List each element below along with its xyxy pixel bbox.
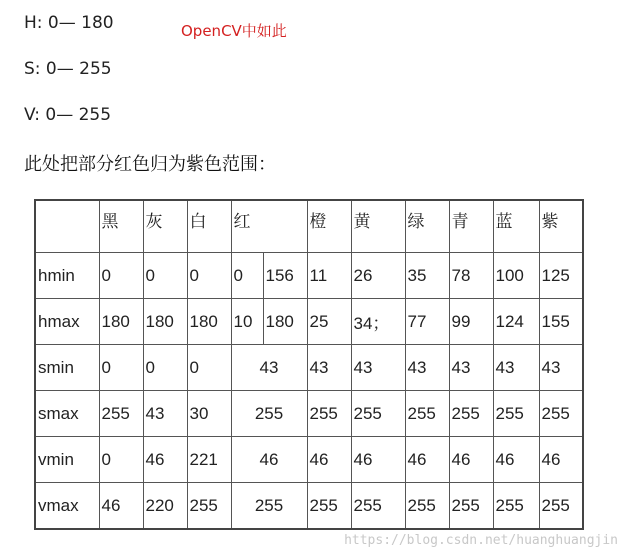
table-cell: 43 [231,345,307,391]
table-cell: 0 [187,345,231,391]
hsv-color-table [34,199,584,530]
table-cell: 43 [493,345,539,391]
table-cell: 155 [539,299,583,345]
table-cell: 180 [143,299,187,345]
table-cell: 255 [231,391,307,437]
table-cell: 43 [307,345,351,391]
table-cell: 46 [231,437,307,483]
table-cell: 255 [307,391,351,437]
watermark-url: https://blog.csdn.net/huanghuangjin [344,533,618,548]
table-row [35,483,583,530]
table-cell: 255 [307,483,351,530]
table-cell: 255 [493,483,539,530]
table-cell: 46 [351,437,405,483]
table-row [35,253,583,299]
table-row [35,345,583,391]
table-cell: 78 [449,253,493,299]
table-cell: 77 [405,299,449,345]
table-cell: 255 [539,391,583,437]
color-header-purple: 紫 [539,200,583,253]
row-label: smin [35,345,99,391]
table-cell: 255 [493,391,539,437]
table-cell: 255 [351,391,405,437]
table-cell: 35 [405,253,449,299]
table-cell: 255 [405,483,449,530]
table-cell: 180 [263,299,307,345]
table-cell: 25 [307,299,351,345]
table-cell: 255 [99,391,143,437]
color-header-green: 绿 [405,200,449,253]
table-cell: 46 [307,437,351,483]
color-header-orange: 橙 [307,200,351,253]
table-cell: 0 [99,345,143,391]
color-header-cyan: 青 [449,200,493,253]
table-cell: 99 [449,299,493,345]
table-cell: 255 [539,483,583,530]
color-header-blue: 蓝 [493,200,539,253]
color-header-gray: 灰 [143,200,187,253]
table-header-row [35,200,583,253]
table-cell: 0 [143,345,187,391]
table-cell: 43 [143,391,187,437]
table-cell: 46 [143,437,187,483]
row-label: hmax [35,299,99,345]
table-cell: 255 [231,483,307,530]
table-cell: 30 [187,391,231,437]
table-caption: 此处把部分红色归为紫色范围： [24,154,276,175]
value-range: V: 0— 255 [24,105,112,125]
table-cell: 255 [405,391,449,437]
table-cell: 255 [351,483,405,530]
table-cell: 46 [99,483,143,530]
saturation-range: S: 0— 255 [24,59,112,79]
row-label: vmin [35,437,99,483]
color-header-red: 红 [231,200,307,253]
table-cell: 0 [231,253,263,299]
table-cell: 43 [449,345,493,391]
table-cell: 180 [99,299,143,345]
table-cell: 0 [187,253,231,299]
table-cell: 255 [449,483,493,530]
table-cell: 156 [263,253,307,299]
table-cell: 124 [493,299,539,345]
table-cell: 255 [449,391,493,437]
table-cell: 46 [539,437,583,483]
row-label: vmax [35,483,99,530]
table-cell: 46 [493,437,539,483]
table-cell: 180 [187,299,231,345]
table-cell: 46 [405,437,449,483]
color-header-white: 白 [187,200,231,253]
table-cell: 220 [143,483,187,530]
table-cell: 43 [539,345,583,391]
table-cell: 100 [493,253,539,299]
table-cell: 125 [539,253,583,299]
table-row [35,437,583,483]
color-header-yellow: 黄 [351,200,405,253]
table-cell: 255 [187,483,231,530]
table-cell: 221 [187,437,231,483]
table-cell: 34； [351,299,405,345]
corner-cell [35,200,99,253]
color-header-black: 黑 [99,200,143,253]
table-cell: 0 [99,437,143,483]
table-cell: 11 [307,253,351,299]
opencv-note: OpenCV中如此 [181,22,287,40]
table-row [35,391,583,437]
row-label: smax [35,391,99,437]
table-cell: 46 [449,437,493,483]
table-cell: 0 [99,253,143,299]
table-cell: 26 [351,253,405,299]
row-label: hmin [35,253,99,299]
hue-range: H: 0— 180 [24,13,114,33]
table-cell: 43 [351,345,405,391]
table-cell: 43 [405,345,449,391]
table-cell: 10 [231,299,263,345]
table-cell: 0 [143,253,187,299]
table-row [35,299,583,345]
